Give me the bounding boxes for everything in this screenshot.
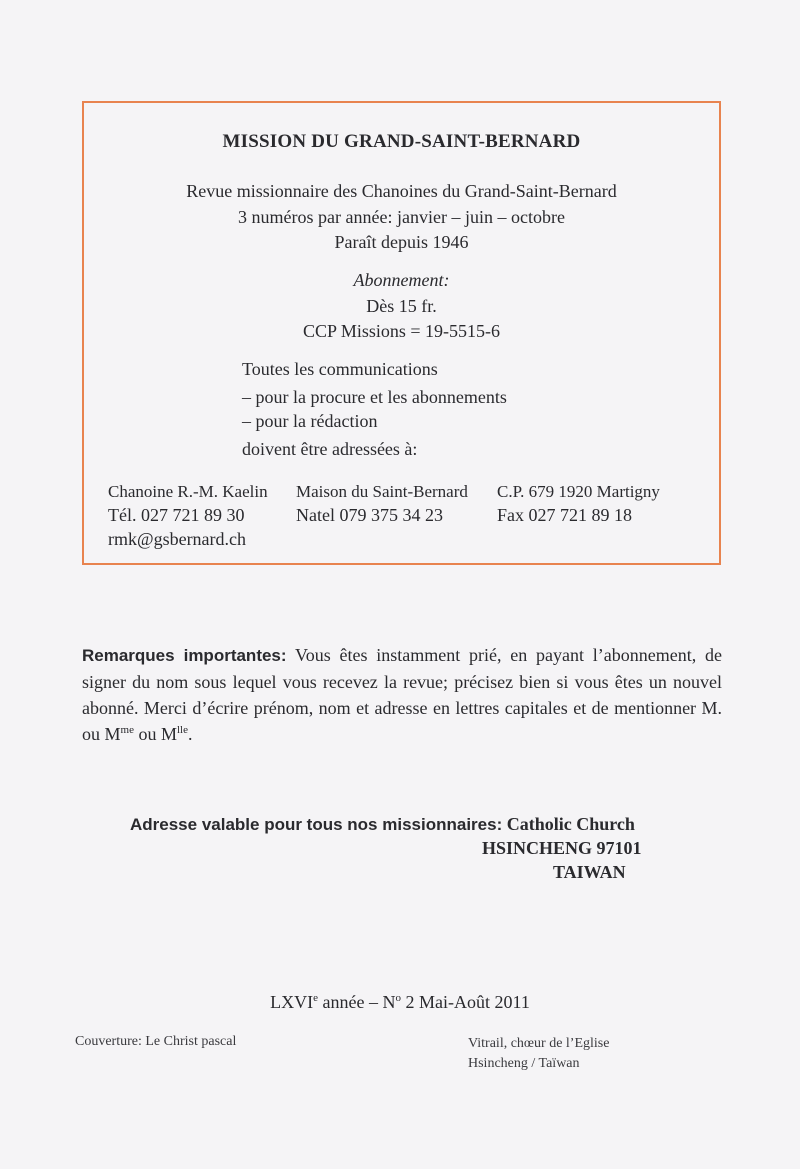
issue-info [0,992,800,1013]
issue-mid: année – N [318,992,396,1012]
contact-postal: C.P. 679 1920 Martigny [497,482,660,501]
cover-credit-line-1: Vitrail, chœur de l’Eglise [468,1036,610,1051]
cover-credit-line-2: Hsincheng / Taïwan [468,1056,580,1071]
contact-fax: Fax 027 721 89 18 [497,505,632,525]
mission-address-line-1 [130,814,635,835]
mission-address-city: HSINCHENG 97101 [482,838,642,858]
info-box [82,101,721,565]
mission-address-church: Catholic Church [506,814,635,834]
subtitle-line-1: Revue missionnaire des Chanoines du Grand-Saint-Bernard [186,181,617,201]
issue-sup-o: o [395,992,402,1004]
subscription-price: Dès 15 fr. [366,296,437,316]
mission-address-label: Adresse valable pour tous nos missionnaires: [130,815,503,834]
contact-house: Maison du Saint-Bernard [296,482,468,501]
contact-email: rmk@gsbernard.ch [108,529,247,549]
communications-intro: Toutes les communications [242,359,438,379]
subtitle-line-3: Paraît depuis 1946 [334,232,469,252]
contact-mobile: Natel 079 375 34 23 [296,505,443,525]
ccp-account: CCP Missions = 19-5515-6 [302,321,500,341]
issue-sup-e: e [313,992,319,1004]
remarks-mid: ou M [133,724,177,744]
cover-caption: Couverture: Le Christ pascal [75,1034,237,1049]
remarks-text: Vous êtes instamment prié, en payant l’abonnement, de signer du nom sous lequel vous recevez la revue; précisez bien si vous êtes un nouvel abonné. Merci d’écrire prénom, nom et adresse en lettres capitales et de mentionner M. ou M [82,645,722,744]
communications-outro: doivent être adressées à: [242,439,418,459]
remarks-sup-me: me [120,724,134,736]
communications-item-2: – pour la rédaction [242,411,378,431]
issue-volume: LXVI [270,992,314,1012]
mission-address-country: TAIWAN [553,862,626,882]
subtitle-line-2: 3 numéros par année: janvier – juin – octobre [238,207,565,227]
remarks-label: Remarques importantes: [82,646,287,665]
important-remarks [82,642,722,747]
publication-title: MISSION DU GRAND-SAINT-BERNARD [222,131,581,152]
contact-telephone: Tél. 027 721 89 30 [108,505,245,525]
issue-number: 2 Mai-Août 2011 [401,992,530,1012]
remarks-sup-lle: lle [176,724,188,736]
communications-item-1: – pour la procure et les abonnements [242,387,507,407]
contact-name: Chanoine R.-M. Kaelin [108,482,268,501]
subscription-label: Abonnement: [353,270,450,290]
remarks-end: . [187,724,193,744]
